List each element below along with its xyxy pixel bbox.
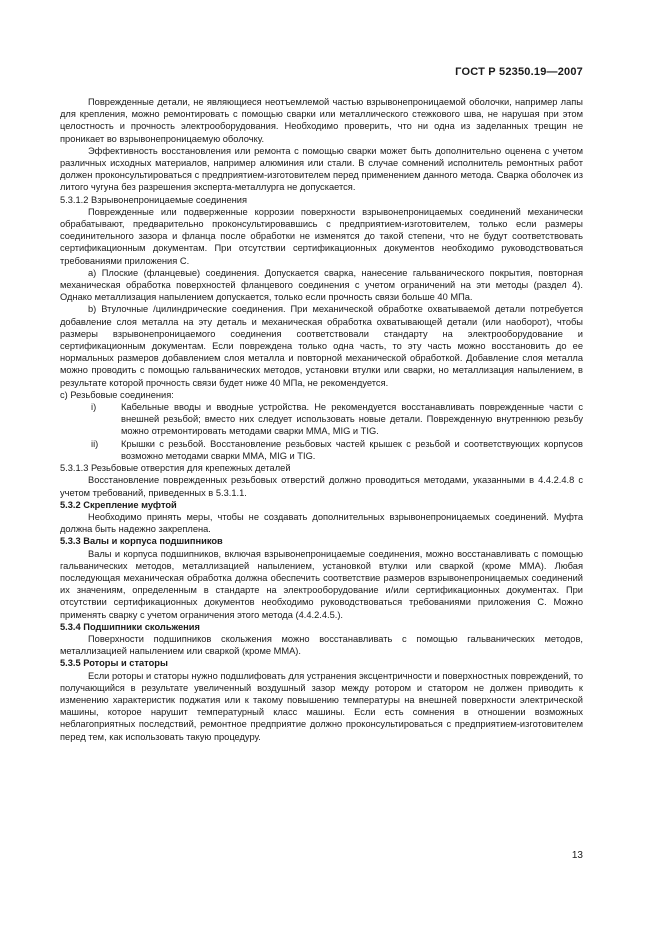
paragraph-coupling: Необходимо принять меры, чтобы не создавать дополнительных взрывонепроницаемых соединений. Муфта должна быть надежно закреплена. [60,511,583,535]
list-item-c-i-marker: i) [91,402,97,413]
paragraph-flameproof-joints: Поврежденные или подверженные коррозии поверхности взрывонепроницаемых соединений механически обрабатывают, предварительно проконсультировавшись с предприятием-изготовителем, только если размеры соединительного зазора и фланца после обработки не изменятся до такой степени, что не будут соответствовать сертификационным документам. При отсутствии сертификационных документов необходимо руководствоваться требованиями приложения С. [60,206,583,266]
list-item-c-ii-marker: ii) [91,438,99,449]
list-item-b: b) Втулочные /цилиндрические соединения. При механической обработке охватываемой детали потребуется добавление слоя металла на эту деталь и механическая обработка охватывающей детали (или наоборот), чтобы размеры взрывонепроницаемого соединения соответствовали стандарту на электрооборудование и сертификационным документам. Если повреждена только одна часть, то эту часть можно восстановить до ее нормальных размеров добавлением слоя металла и повторной механической обработкой. Добавление слоя металла можно проводить с помощью гальванических методов, установки втулки или сварки, но металлизация напылением, в результате которой прочность связи будет ниже 40 МПа, не рекомендуется. [60,304,583,388]
list-item-c-ii-text: Крышки с резьбой. Восстановление резьбовых частей крышек с резьбой и соответствующих корпусов возможно методами сварки ММА, MIG и TIG. [121,438,583,461]
list-item-c-i-text: Кабельные вводы и вводные устройства. Не рекомендуется восстанавливать поврежденные части с внешней резьбой; вместо них следует использовать новые детали. Поврежденную внутреннюю резьбу можно отремонтировать методами сварки ММА, MIG и TIG. [121,402,583,437]
paragraph-shafts: Валы и корпуса подшипников, включая взрывонепроницаемые соединения, можно восстанавливать с помощью гальванических методов, металлизацией напылением, установкой втулки или сваркой (кроме ММА). Любая последующая механическая обработка должна обеспечить соответствие размеров взрывонепроницаемых соединений их значениям, определенным в стандарте на электрооборудование и/или сертификационных документах. При отсутствии сертификационных документов необходимо руководствоваться требованиями приложения С. Можно применять сварку с учетом ограничения этого метода (4.4.2.4.5.). [60,548,583,620]
page-number: 13 [571,850,583,861]
list-item-c: с) Резьбовые соединения: [60,389,174,400]
list-item-c-ii [60,438,583,462]
list-item-c-i [60,401,583,438]
section-heading-5-3-5: 5.3.5 Роторы и статоры [60,658,168,669]
section-heading-5-3-3: 5.3.3 Валы и корпуса подшипников [60,536,223,547]
section-heading-5-3-1-3: 5.3.1.3 Резьбовые отверстия для крепежных деталей [60,463,291,474]
list-item-a: а) Плоские (фланцевые) соединения. Допускается сварка, нанесение гальванического покрытия, повторная механическая обработка поверхностей фланцевого соединения с учетом ограничений на эти методы (раздел 4). Однако металлизация напылением допускается, только если прочность связи больше 40 МПа. [60,267,583,303]
paragraph-sleeve-bearings: Поверхности подшипников скольжения можно восстанавливать с помощью гальванических методов, металлизацией напылением или сваркой (кроме ММА). [60,633,583,657]
paragraph-welding-efficiency: Эффективность восстановления или ремонта с помощью сварки может быть дополнительно оценена с учетом различных исходных материалов, например алюминия или стали. В случае сомнений исполнитель ремонтных работ должен проконсультироваться с предприятием-изготовителем перед применением данного метода. Сварка оболочек из литого чугуна без разрешения эксперта-металлурга не допускается. [60,145,583,193]
section-heading-5-3-4: 5.3.4 Подшипники скольжения [60,621,200,632]
paragraph-rotors-stators: Если роторы и статоры нужно подшлифовать для устранения эксцентричности и поверхностных повреждений, то получающийся в результате увеличенный воздушный зазор между ротором и статором не должен приводить к изменению характеристик поджатия или к такому повышению температуры на внешней поверхности электрической машины, которое нарушит температурный класс машины. Если есть сомнения в отношении возможных неблагоприятных последствий, ремонтное предприятие должно проконсультироваться с предприятием-изготовителем перед тем, как использовать такую процедуру. [60,670,583,742]
paragraph-damaged-parts: Поврежденные детали, не являющиеся неотъемлемой частью взрывонепроницаемой оболочки, например лапы для крепления, можно ремонтировать с помощью сварки или металлического стежкового шва, не нарушая при этом целостность и прочность электрооборудования. Необходимо проверить, что ни одна из заделанных трещин не проникает во взрывонепроницаемую оболочку. [60,97,583,144]
section-heading-5-3-2: 5.3.2 Скрепление муфтой [60,499,177,510]
paragraph-threaded-holes: Восстановление поврежденных резьбовых отверстий должно проводиться методами, указанными в 4.4.2.4.8 с учетом требований, приведенных в 5.3.1.1. [60,475,583,498]
document-id: ГОСТ Р 52350.19—2007 [455,66,583,78]
section-heading-5-3-1-2: 5.3.1.2 Взрывонепроницаемые соединения [60,194,248,205]
page-content [60,96,583,743]
